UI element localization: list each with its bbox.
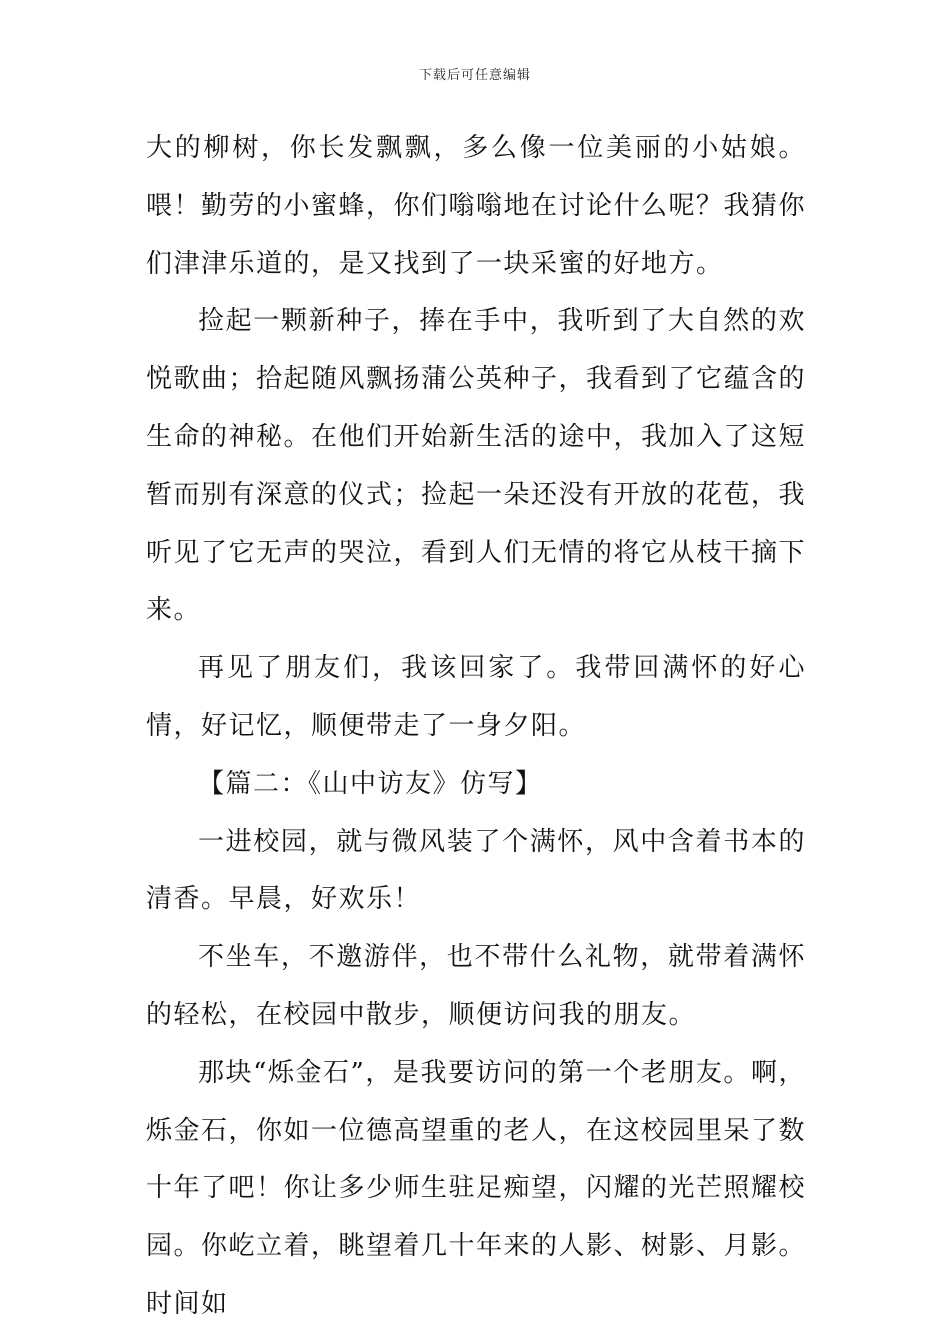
paragraph-4: 一进校园，就与微风装了个满怀，风中含着书本的清香。早晨，好欢乐！ [146,826,806,915]
section-heading: 【篇二：《山中访友》仿写】 [198,768,543,799]
page-header-note: 下载后可任意编辑 [418,68,531,83]
paragraph-3: 再见了朋友们，我该回家了。我带回满怀的好心情，好记忆，顺便带走了一身夕阳。 [146,653,806,741]
paragraph-1: 大的柳树，你长发飘飘，多么像一位美丽的小姑娘。喂！勤劳的小蜜蜂，你们嗡嗡地在讨论什么呢？我猜你们津津乐道的，是又找到了一块采蜜的好地方。 [146,133,807,279]
paragraph-2: 捡起一颗新种子，捧在手中，我听到了大自然的欢悦歌曲；拾起随风飘扬蒲公英种子，我看到了它蕴含的生命的神秘。在他们开始新生活的途中，我加入了这短暂而别有深意的仪式；捡起一朵还没有开放的花苞，我听见了它无声的哭泣，看到人们无情的将它从枝干摘下来。 [146,306,807,626]
paragraph-5: 不坐车，不邀游伴，也不带什么礼物，就带着满怀的轻松，在校园中散步，顺便访问我的朋友。 [146,942,806,1030]
paragraph-6: 那块“烁金石”，是我要访问的第一个老朋友。啊，烁金石，你如一位德高望重的老人，在这校园里呆了数十年了吧！你让多少师生驻足痴望，闪耀的光芒照耀校园。你屹立着，眺望着几十年来的人影、树影、月影。时间如 [146,1057,807,1319]
document-body [146,120,806,1334]
